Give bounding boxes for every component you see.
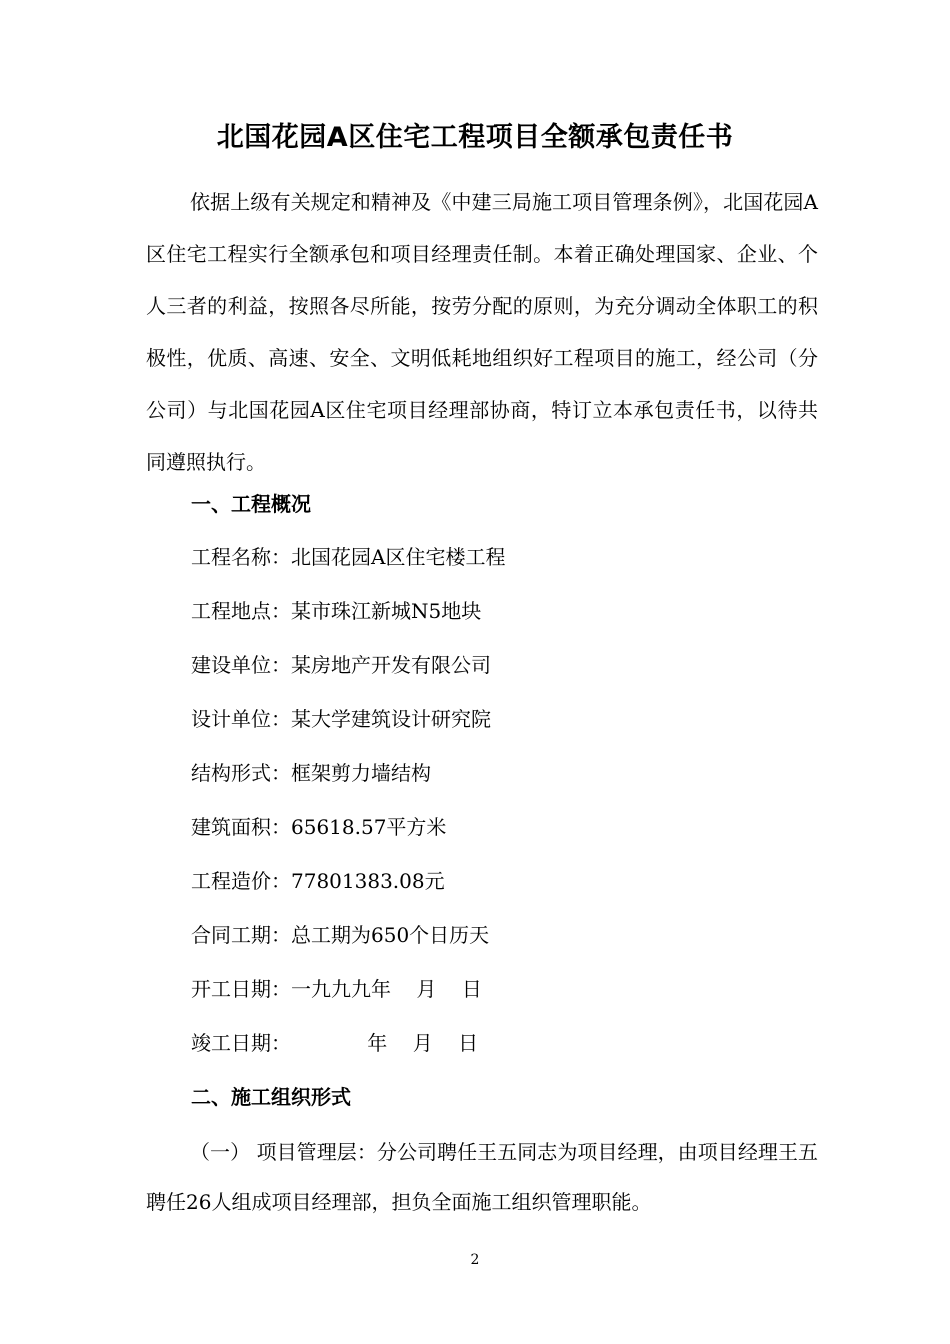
- overview-designer: 设计单位：某大学建筑设计研究院: [191, 707, 491, 731]
- overview-project-name: 工程名称：北国花园A区住宅楼工程: [191, 545, 506, 569]
- overview-structure: 结构形式：框架剪力墙结构: [191, 761, 431, 785]
- overview-start-date: 开工日期：一九九九年 月 日: [191, 977, 482, 1001]
- overview-completion-date: 竣工日期： 年 月 日: [191, 1031, 479, 1055]
- section-heading-organization: 二、施工组织形式: [191, 1085, 351, 1109]
- overview-floor-area: 建筑面积：65618.57平方米: [191, 815, 447, 839]
- section-heading-overview: 一、工程概况: [191, 492, 311, 516]
- page-number: 2: [470, 1252, 480, 1268]
- overview-developer: 建设单位：某房地产开发有限公司: [191, 653, 491, 677]
- overview-contract-period: 合同工期：总工期为650个日历天: [191, 923, 490, 947]
- document-title: 北国花园A区住宅工程项目全额承包责任书: [216, 122, 734, 153]
- intro-paragraph: 依据上级有关规定和精神及《中建三局施工项目管理条例》，北国花园A区住宅工程实行全额承包和项目经理责任制。本着正确处理国家、企业、个人三者的利益，按照各尽所能，按劳分配的原则，为充分调动全体职工的积极性，优质、高速、安全、文明低耗地组织好工程项目的施工，经公司（分公司）与北国花园A区住宅项目经理部协商，特订立本承包责任书，以待共同遵照执行。: [146, 190, 818, 474]
- organization-paragraph: （一） 项目管理层：分公司聘任王五同志为项目经理，由项目经理王五聘任26人组成项目经理部，担负全面施工组织管理职能。: [146, 1140, 818, 1214]
- overview-project-location: 工程地点：某市珠江新城N5地块: [191, 599, 482, 623]
- overview-cost: 工程造价：77801383.08元: [191, 869, 445, 893]
